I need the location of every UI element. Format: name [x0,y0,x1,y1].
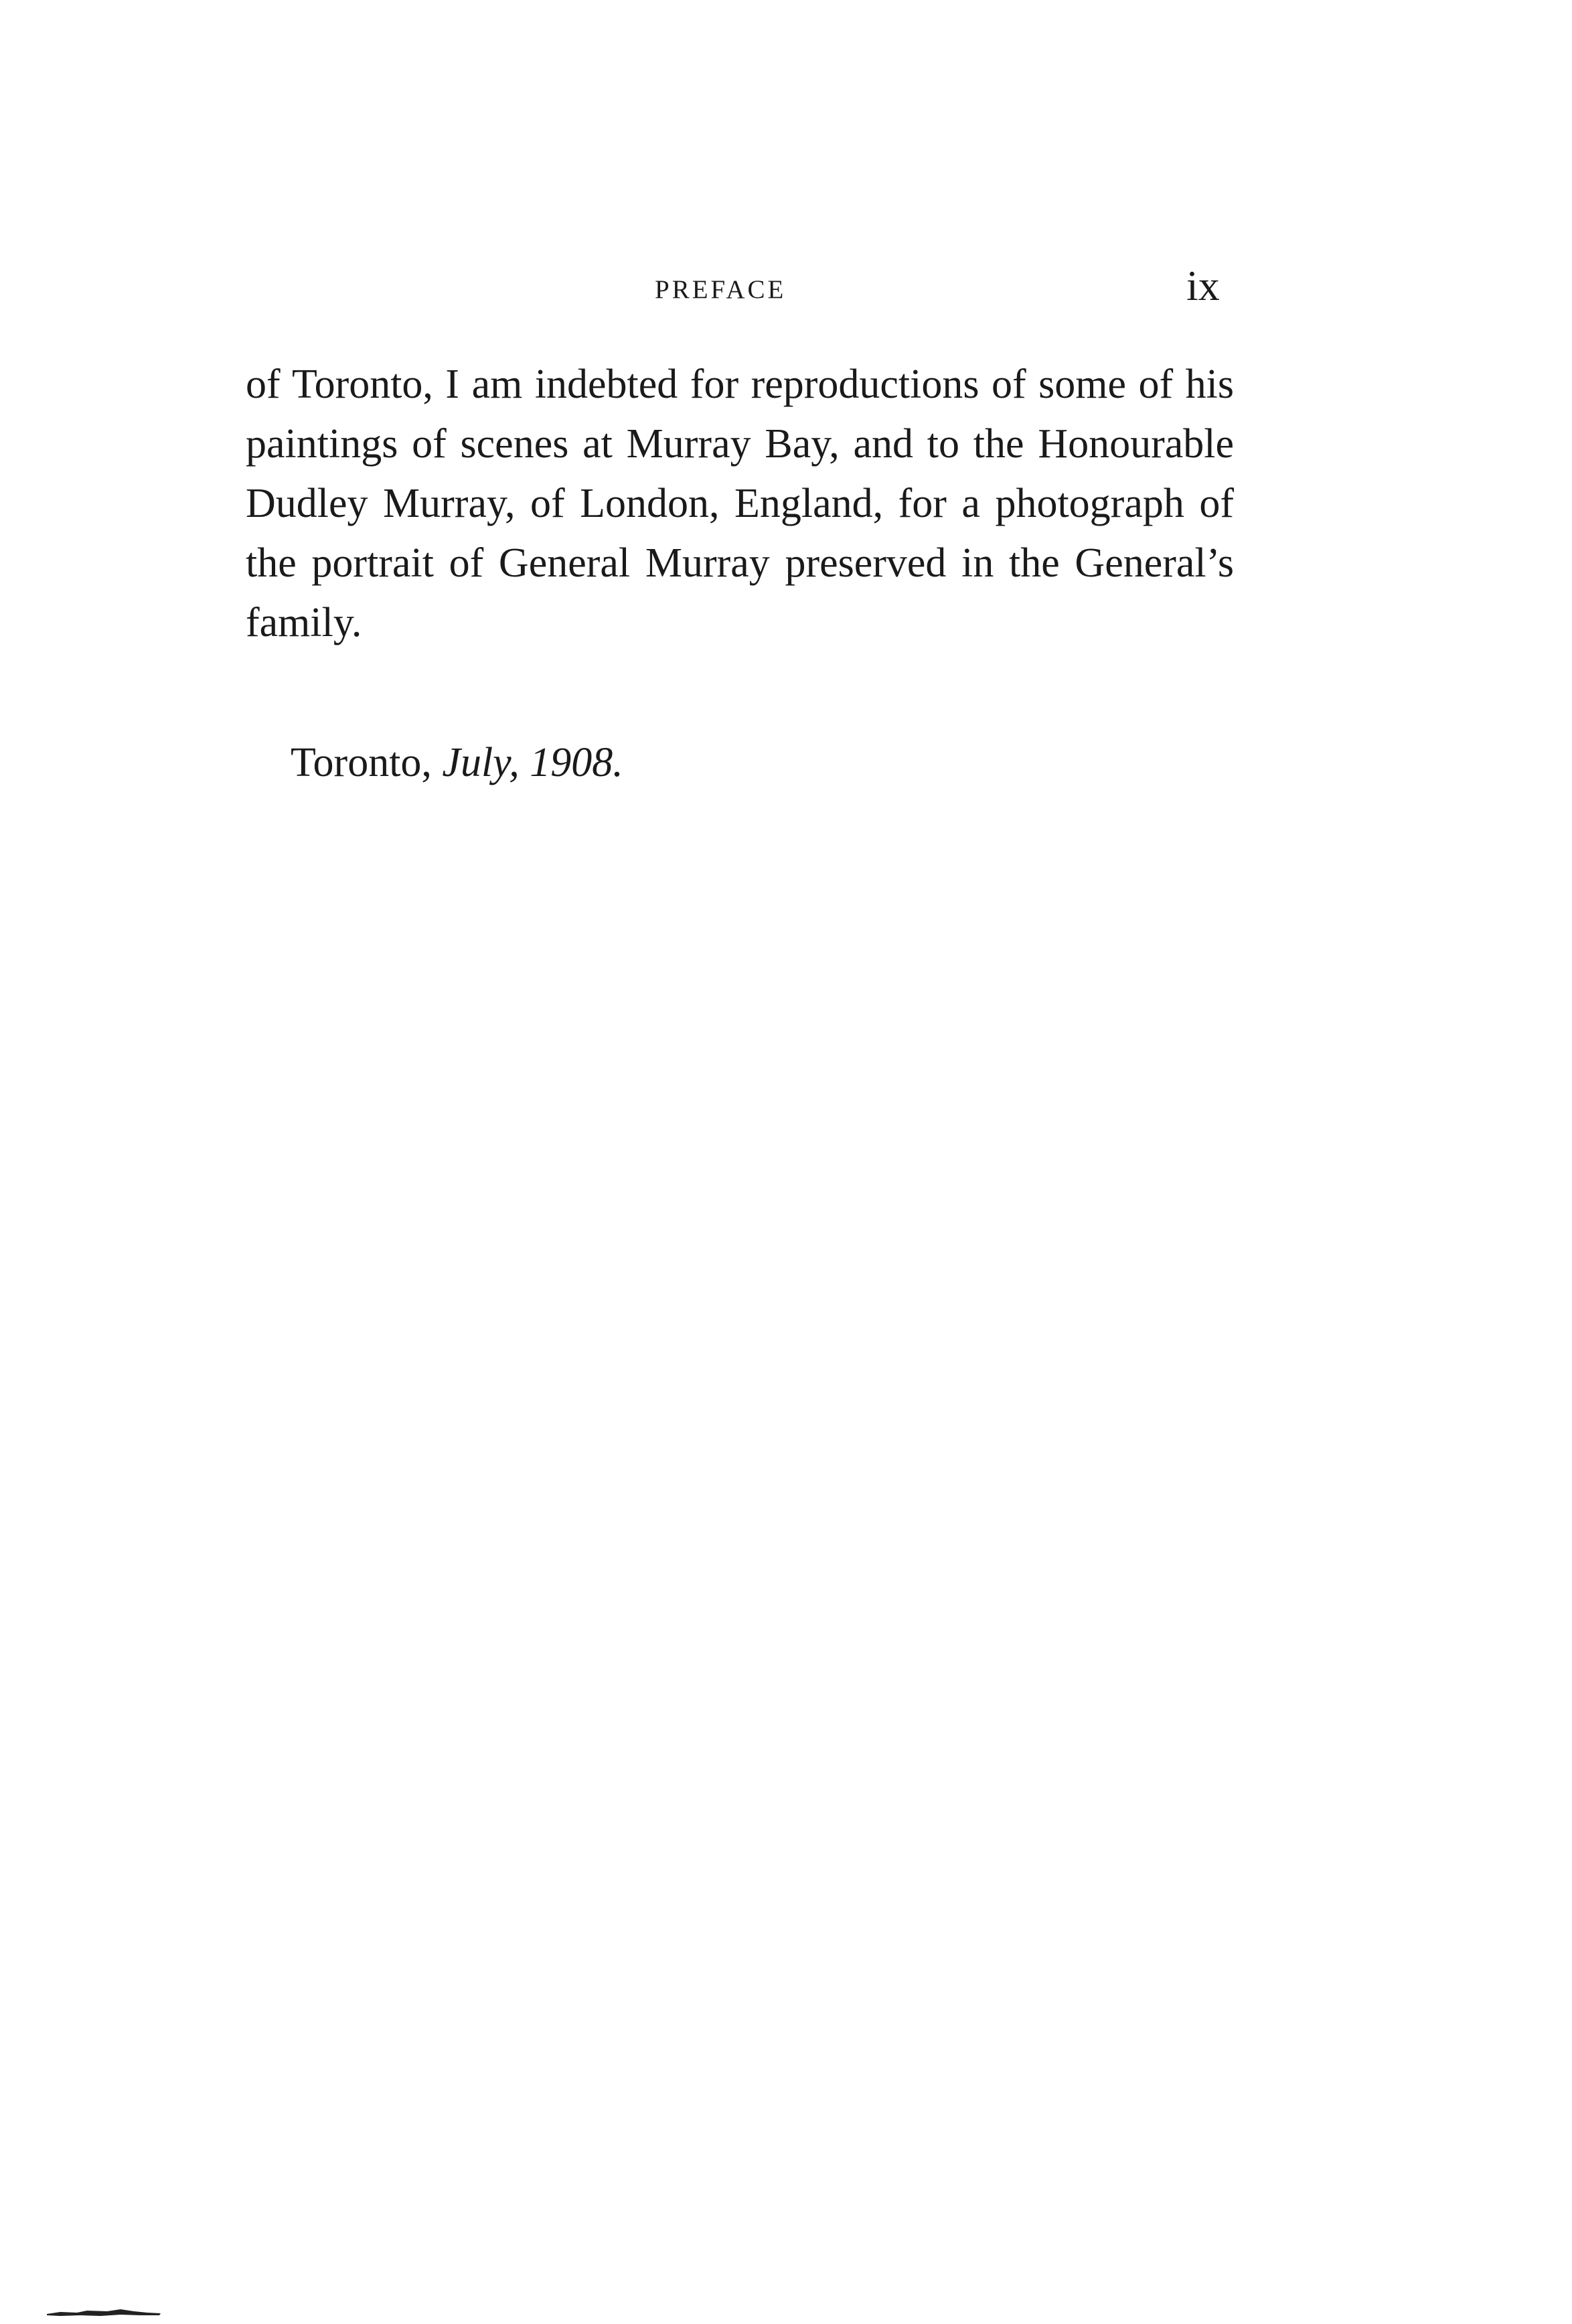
preface-text [246,355,1234,653]
running-title: PREFACE [655,275,787,304]
running-head [0,264,1572,318]
ink-blot-mark [47,2307,161,2317]
page-number: ix [1186,262,1220,309]
signoff-date: July, 1908. [442,740,623,785]
signoff-place: Toronto, [291,740,432,785]
preface-paragraph: of Toronto, I am indebted for reproductions of some of his paintings of scenes at Murray Bay, and to the Honourable Dudley Murray, of London, England, for a photograph of the portrait of General Murray preserved in the General’s family. [246,362,1234,645]
signoff [291,742,623,783]
